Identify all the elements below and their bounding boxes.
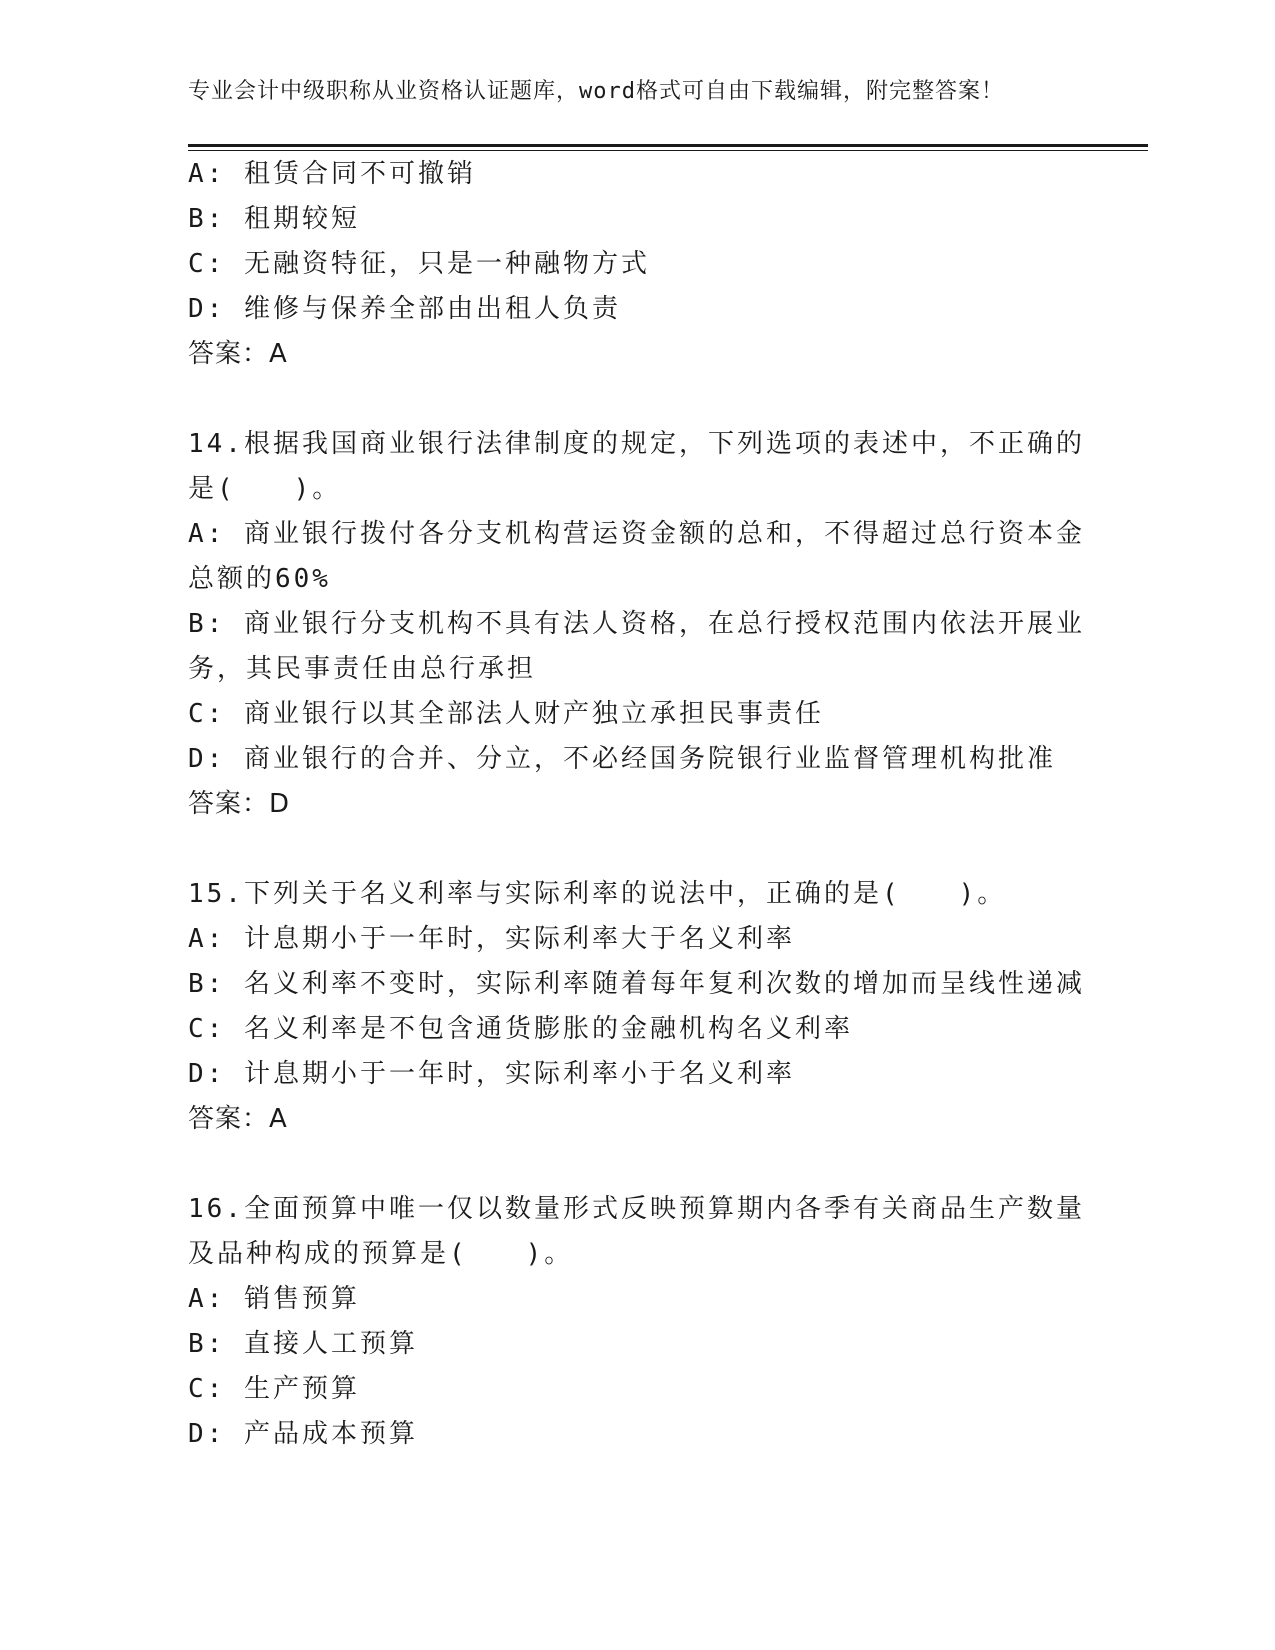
option-d: D: 计息期小于一年时，实际利率小于名义利率 bbox=[188, 1059, 795, 1089]
option-b: B: 直接人工预算 bbox=[188, 1329, 418, 1359]
question-stem-cont: 及品种构成的预算是( )。 bbox=[188, 1239, 574, 1269]
option-b: B: 商业银行分支机构不具有法人资格，在总行授权范围内依法开展业 bbox=[188, 609, 1085, 639]
question-stem: 14.根据我国商业银行法律制度的规定，下列选项的表述中，不正确的 bbox=[188, 429, 1085, 459]
question-stem-cont: 是( )。 bbox=[188, 474, 342, 504]
option-c: C: 生产预算 bbox=[188, 1374, 360, 1404]
option-a: A: 计息期小于一年时，实际利率大于名义利率 bbox=[188, 924, 795, 954]
option-d: D: 商业银行的合并、分立，不必经国务院银行业监督管理机构批准 bbox=[188, 744, 1056, 774]
answer-line: 答案：D bbox=[188, 789, 291, 819]
header-divider-thin bbox=[188, 150, 1148, 151]
option-a: A: 商业银行拨付各分支机构营运资金额的总和，不得超过总行资本金 bbox=[188, 519, 1085, 549]
question-13-continued bbox=[188, 152, 1088, 377]
option-b: B: 名义利率不变时，实际利率随着每年复利次数的增加而呈线性递减 bbox=[188, 969, 1085, 999]
option-a: A: 销售预算 bbox=[188, 1284, 360, 1314]
option-d: D: 产品成本预算 bbox=[188, 1419, 418, 1449]
question-16 bbox=[188, 1187, 1088, 1457]
document-body bbox=[188, 152, 1088, 1457]
question-stem: 15.下列关于名义利率与实际利率的说法中，正确的是( )。 bbox=[188, 879, 1007, 909]
option-c: C: 名义利率是不包含通货膨胀的金融机构名义利率 bbox=[188, 1014, 853, 1044]
option-d: D: 维修与保养全部由出租人负责 bbox=[188, 294, 621, 324]
header-divider-thick bbox=[188, 144, 1148, 147]
spacer bbox=[188, 377, 1088, 422]
option-b-cont: 务，其民事责任由总行承担 bbox=[188, 654, 537, 684]
question-14 bbox=[188, 422, 1088, 827]
option-a-cont: 总额的60% bbox=[188, 564, 331, 594]
option-c: C: 商业银行以其全部法人财产独立承担民事责任 bbox=[188, 699, 824, 729]
spacer bbox=[188, 827, 1088, 872]
page-header: 专业会计中级职称从业资格认证题库，word格式可自由下载编辑，附完整答案！ bbox=[188, 79, 1004, 104]
question-15 bbox=[188, 872, 1088, 1142]
question-stem: 16.全面预算中唯一仅以数量形式反映预算期内各季有关商品生产数量 bbox=[188, 1194, 1085, 1224]
answer-line: 答案：A bbox=[188, 1104, 288, 1134]
spacer bbox=[188, 1142, 1088, 1187]
answer-line: 答案：A bbox=[188, 339, 288, 369]
option-a: A: 租赁合同不可撤销 bbox=[188, 159, 476, 189]
option-c: C: 无融资特征，只是一种融物方式 bbox=[188, 249, 650, 279]
option-b: B: 租期较短 bbox=[188, 204, 360, 234]
